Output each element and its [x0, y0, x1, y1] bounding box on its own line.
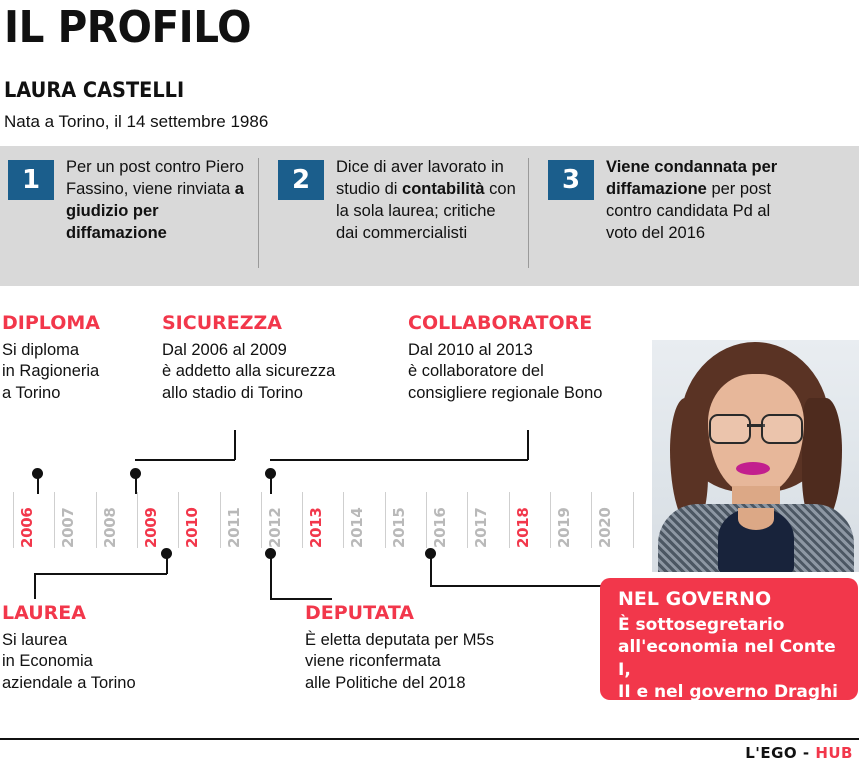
- year-tick: [261, 492, 262, 548]
- connector-laurea-v2: [34, 573, 36, 599]
- event-body-diploma: Si diploma in Ragioneria a Torino: [2, 341, 100, 402]
- footer-credit-main: L'EGO -: [745, 744, 816, 762]
- year-label-2013: 2013: [307, 507, 326, 548]
- timeline-dot-2006: [32, 468, 43, 479]
- year-tick: [137, 492, 138, 548]
- event-heading-sicurezza: SICUREZZA: [162, 312, 282, 334]
- year-tick: [96, 492, 97, 548]
- year-tick: [633, 492, 634, 548]
- year-tick: [467, 492, 468, 548]
- fact-number-1: 1: [8, 160, 54, 200]
- event-body-laurea: Si laurea in Economia aziendale a Torino: [2, 631, 136, 692]
- timeline-dot-2013-top: [265, 468, 276, 479]
- connector-collab-h: [270, 459, 528, 461]
- subject-photo: [652, 340, 859, 572]
- fact-band: [0, 146, 859, 286]
- year-tick: [343, 492, 344, 548]
- photo-lips: [736, 462, 770, 475]
- photo-neckline: [738, 508, 774, 530]
- event-body-sicurezza: Dal 2006 al 2009 è addetto alla sicurezza allo stadio di Torino: [162, 341, 336, 402]
- year-tick: [13, 492, 14, 548]
- fact-number-3: 3: [548, 160, 594, 200]
- glasses-icon: [709, 414, 803, 440]
- event-heading-diploma: DIPLOMA: [2, 312, 100, 334]
- event-body-deputata: È eletta deputata per M5s viene riconfermata alle Politiche del 2018: [305, 631, 494, 692]
- connector-deputata-h: [270, 598, 332, 600]
- fact-divider-1: [258, 158, 259, 268]
- footer-credit-hub: HUB: [815, 744, 853, 762]
- year-label-2006: 2006: [18, 507, 36, 548]
- fact-text-1: Per un post contro Piero Fassino, viene rinviata a giudizio per diffamazione: [66, 158, 244, 242]
- event-heading-deputata: DEPUTATA: [305, 602, 415, 624]
- fact-divider-2: [528, 158, 529, 268]
- year-label-2010: 2010: [183, 507, 202, 548]
- connector-collab-v2: [527, 430, 529, 460]
- fact-text-2: Dice di aver lavorato in studio di contabilità con la sola laurea; critiche dai commercialisti: [336, 158, 516, 242]
- year-tick: [591, 492, 592, 548]
- connector-sicurezza-v2: [234, 430, 236, 460]
- timeline-dot-2013-bottom: [265, 548, 276, 559]
- timeline-year-strip: [18, 492, 638, 548]
- year-tick: [385, 492, 386, 548]
- year-tick: [426, 492, 427, 548]
- year-label-2016: 2016: [431, 507, 449, 548]
- gov-box-heading: NEL GOVERNO: [618, 588, 772, 610]
- year-label-2018: 2018: [513, 507, 532, 548]
- year-tick: [178, 492, 179, 548]
- year-label-2012: 2012: [265, 507, 284, 548]
- footer-rule: [0, 738, 859, 740]
- year-label-2008: 2008: [100, 507, 119, 548]
- year-label-2011: 2011: [224, 507, 243, 548]
- glasses-lens-right: [761, 414, 803, 444]
- gov-box-body: È sottosegretario all'economia nel Conte I, II e nel governo Draghi: [618, 615, 839, 703]
- year-tick: [302, 492, 303, 548]
- year-tick: [54, 492, 55, 548]
- fact-number-2: 2: [278, 160, 324, 200]
- timeline-dot-2009: [130, 468, 141, 479]
- year-tick: [550, 492, 551, 548]
- year-label-2019: 2019: [554, 507, 573, 548]
- birth-info: Nata a Torino, il 14 settembre 1986: [4, 112, 269, 131]
- year-label-2020: 2020: [596, 507, 615, 548]
- year-tick: [220, 492, 221, 548]
- footer-credit: [745, 744, 853, 762]
- glasses-lens-left: [709, 414, 751, 444]
- event-body-collaboratore: Dal 2010 al 2013 è collaboratore del consigliere regionale Bono: [408, 341, 603, 402]
- year-label-2007: 2007: [59, 507, 78, 548]
- event-heading-laurea: LAUREA: [2, 602, 86, 624]
- connector-sicurezza-h: [135, 459, 235, 461]
- year-label-2017: 2017: [472, 507, 491, 548]
- connector-deputata-v: [270, 554, 272, 599]
- year-label-2014: 2014: [348, 507, 367, 548]
- connector-laurea-h: [34, 573, 167, 575]
- timeline-dot-2010: [161, 548, 172, 559]
- event-heading-collaboratore: COLLABORATORE: [408, 312, 593, 334]
- timeline-dot-2018: [425, 548, 436, 559]
- page-title: IL PROFILO: [4, 2, 252, 53]
- gov-box: [600, 578, 858, 703]
- fact-text-3: Viene condannata per diffamazione per post contro candidata Pd al voto del 2016: [606, 158, 778, 242]
- year-label-2015: 2015: [389, 507, 408, 548]
- year-tick: [509, 492, 510, 548]
- year-label-2009: 2009: [141, 507, 160, 548]
- subject-name: LAURA CASTELLI: [4, 78, 185, 102]
- connector-governo-h: [430, 585, 602, 587]
